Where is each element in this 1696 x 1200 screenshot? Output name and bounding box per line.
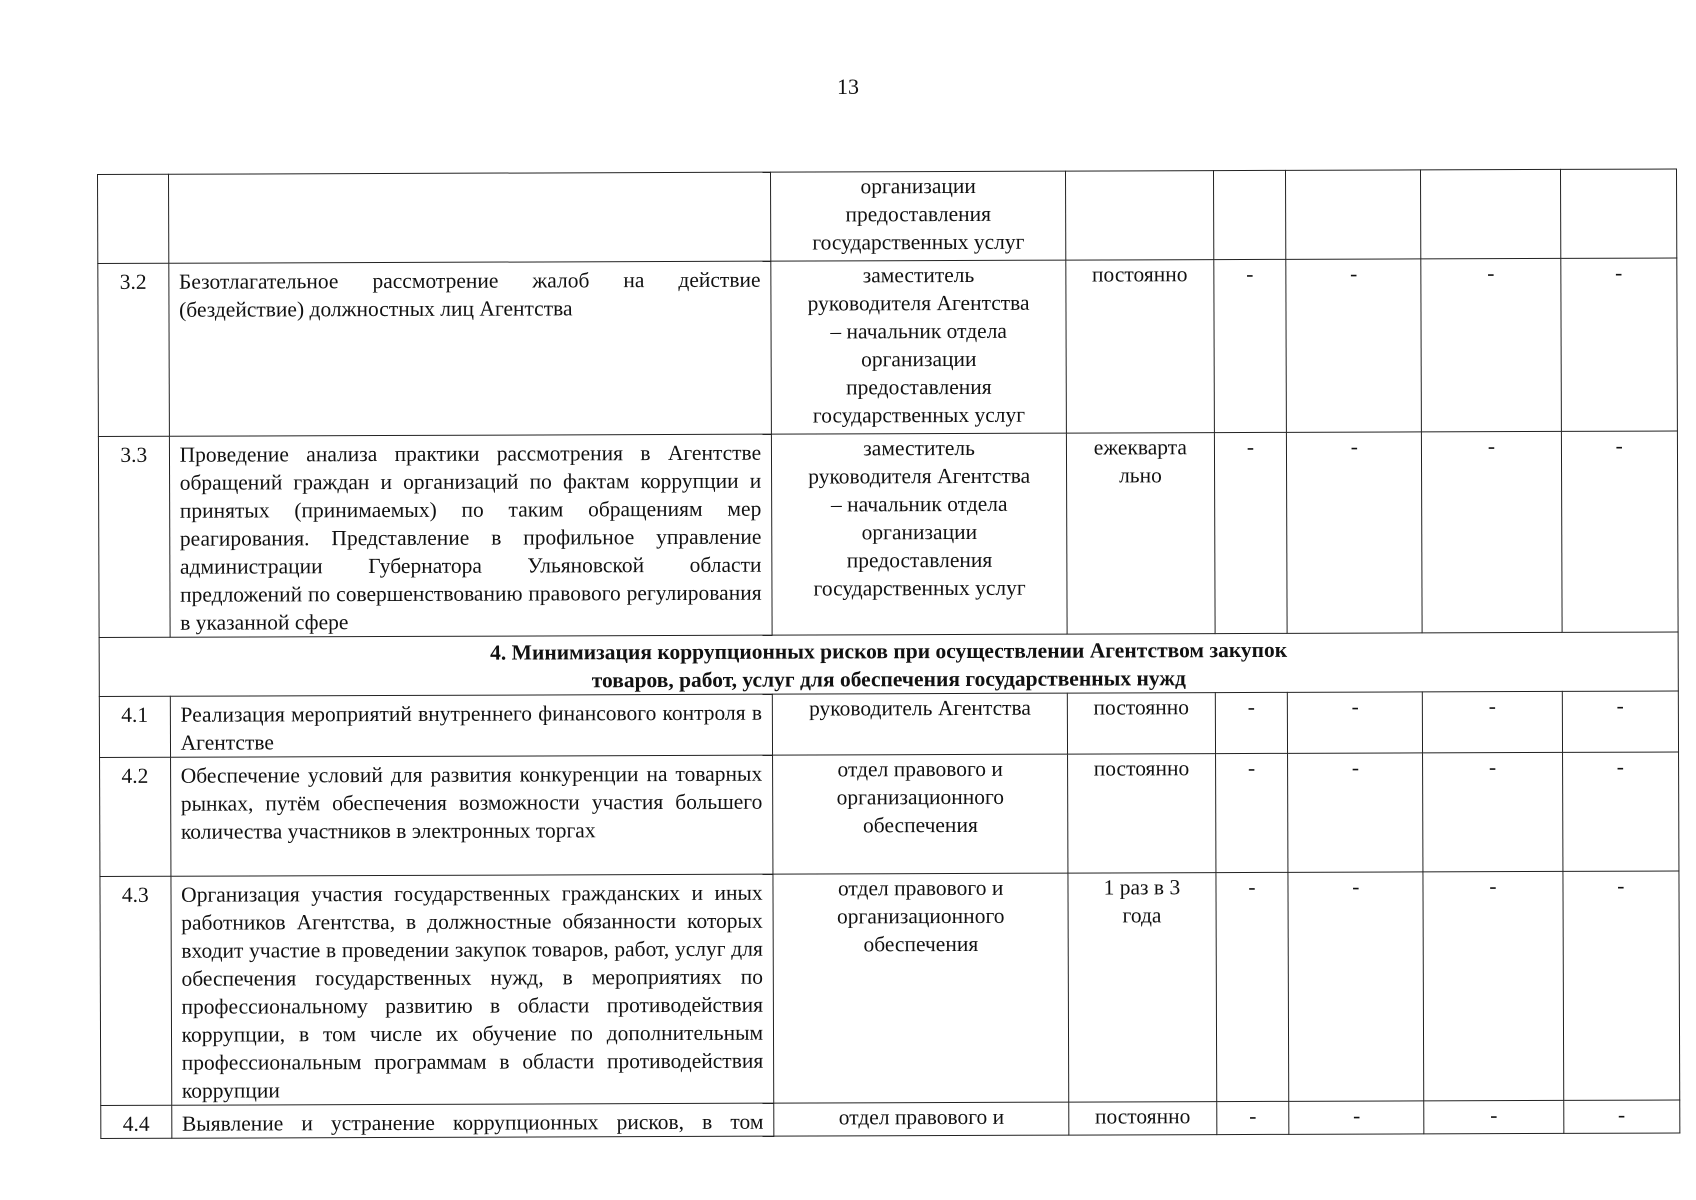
- responsible-line: государственных услуг: [812, 402, 1026, 428]
- extra-cell: -: [1424, 1100, 1563, 1133]
- table-row: [100, 752, 1679, 877]
- item-number-cell: 3.3: [98, 436, 169, 637]
- responsible-line: организации: [861, 519, 978, 545]
- extra-cell: -: [1215, 753, 1288, 872]
- item-term-cell: [1066, 171, 1214, 261]
- item-description-cell: Реализация мероприятий внутреннего финансового контроля в Агентстве: [170, 694, 773, 757]
- item-number-cell: 4.4: [101, 1105, 172, 1138]
- item-responsible-cell: [772, 433, 1068, 635]
- item-responsible-cell: [774, 1102, 1069, 1136]
- item-responsible-cell: [772, 693, 1067, 755]
- item-term-cell: постоянно: [1067, 693, 1215, 755]
- table-row: [98, 431, 1678, 638]
- responsible-line: организационного: [836, 903, 1005, 929]
- responsible-line: руководитель Агентства: [809, 695, 1031, 721]
- responsible-line: обеспечения: [862, 812, 978, 838]
- responsible-line: руководителя Агентства: [807, 290, 1030, 316]
- responsible-line: отдел правового и: [838, 1104, 1005, 1130]
- extra-cell: [1286, 170, 1421, 259]
- responsible-line: организации: [861, 346, 977, 372]
- extra-cell: -: [1286, 259, 1422, 432]
- extra-cell: -: [1562, 691, 1679, 752]
- item-responsible-cell: [773, 754, 1068, 874]
- item-number-cell: [98, 174, 169, 263]
- responsible-line: – начальник отдела: [830, 491, 1008, 517]
- responsible-line: обеспечения: [863, 931, 979, 957]
- responsible-line: предоставления: [845, 201, 992, 227]
- item-term-cell: [1068, 873, 1216, 1103]
- extra-cell: -: [1287, 432, 1423, 633]
- responsible-line: заместитель: [862, 262, 975, 288]
- extra-cell: -: [1216, 872, 1290, 1101]
- extra-cell: -: [1560, 258, 1677, 431]
- responsible-line: отдел правового и: [837, 756, 1003, 782]
- item-term-cell: [1067, 433, 1215, 635]
- item-term-cell: постоянно: [1069, 1102, 1217, 1136]
- extra-cell: -: [1423, 871, 1563, 1100]
- responsible-line: заместитель: [863, 435, 975, 461]
- section-header-row: [99, 632, 1678, 697]
- responsible-line: предоставления: [846, 374, 992, 400]
- extra-cell: -: [1215, 692, 1288, 753]
- item-responsible-cell: [773, 873, 1069, 1103]
- table-row: [100, 871, 1680, 1106]
- item-responsible-cell: [771, 171, 1066, 261]
- item-description-cell: Безотлагательное рассмотрение жалоб на действие (бездействие) должностных лиц Агентства: [168, 261, 771, 436]
- extra-cell: -: [1214, 432, 1287, 633]
- item-description-cell: Обеспечение условий для развития конкуренции на товарных рынках, путём обеспечения возможности участия большего количества участников в электронных торгах: [170, 755, 773, 876]
- item-description-cell: Организация участия государственных гражданских и иных работников Агентства, в должностные обязанности которых входит участие в проведении закупок товаров, работ, услуг для обеспечения государственных нужд, в мероприятиях по профессиональному развитию в области противодействия коррупции, в том числе их обучение по дополнительным профессиональным программам в области противодействия коррупции: [171, 874, 774, 1105]
- page-number: 13: [837, 74, 859, 99]
- item-term-cell: постоянно: [1068, 754, 1216, 874]
- extra-cell: -: [1563, 1100, 1680, 1133]
- table-row: [101, 1100, 1680, 1139]
- responsible-line: руководителя Агентства: [808, 463, 1031, 489]
- extra-cell: -: [1561, 431, 1678, 632]
- extra-cell: -: [1562, 752, 1679, 871]
- item-term-cell: постоянно: [1066, 260, 1214, 434]
- extra-cell: -: [1216, 1101, 1289, 1134]
- term-text: ежеквартально: [1093, 435, 1187, 488]
- item-number-cell: 4.1: [99, 696, 170, 757]
- term-text: 1 раз в 3 года: [1103, 875, 1181, 928]
- item-description-cell: Выявление и устранение коррупционных рисков, в том: [171, 1103, 774, 1138]
- responsible-line: отдел правового и: [837, 875, 1004, 901]
- extra-cell: -: [1423, 691, 1562, 752]
- action-plan-table: [97, 168, 1680, 1139]
- extra-cell: -: [1288, 872, 1424, 1101]
- extra-cell: -: [1288, 753, 1423, 872]
- section-title: 4. Минимизация коррупционных рисков при осуществлении Агентством закупок товаров, работ, услуг для обеспечения государственных нужд: [99, 632, 1678, 697]
- extra-cell: -: [1213, 259, 1286, 432]
- extra-cell: -: [1563, 871, 1680, 1100]
- table-row: [98, 169, 1677, 264]
- responsible-line: предоставления: [846, 547, 993, 573]
- extra-cell: [1213, 170, 1286, 259]
- responsible-line: организационного: [836, 784, 1005, 810]
- responsible-line: государственных услуг: [813, 575, 1026, 601]
- extra-cell: [1560, 169, 1677, 258]
- item-number-cell: 4.3: [100, 876, 171, 1105]
- item-number-cell: 3.2: [98, 263, 169, 436]
- responsible-line: – начальник отдела: [830, 318, 1008, 344]
- item-responsible-cell: [771, 260, 1067, 434]
- item-description-cell: Проведение анализа практики рассмотрения в Агентстве обращений граждан и организаций по фактам коррупции и принятых (принимаемых) по таким обращениям мер реагирования. Представление в профильное управление администрации Губернатора Ульяновской области предложений по совершенствованию правового регулирования в указанной сфере: [169, 434, 772, 637]
- extra-cell: -: [1289, 1101, 1424, 1134]
- extra-cell: [1421, 169, 1560, 258]
- extra-cell: -: [1423, 752, 1563, 871]
- item-number-cell: 4.2: [100, 757, 171, 876]
- responsible-line: организации: [860, 173, 976, 199]
- extra-cell: -: [1421, 258, 1561, 431]
- table-row: [98, 258, 1678, 437]
- responsible-line: государственных услуг: [812, 229, 1025, 255]
- extra-cell: -: [1288, 692, 1423, 753]
- table-row: [99, 691, 1678, 758]
- extra-cell: -: [1422, 431, 1562, 632]
- item-description-cell: [168, 172, 771, 263]
